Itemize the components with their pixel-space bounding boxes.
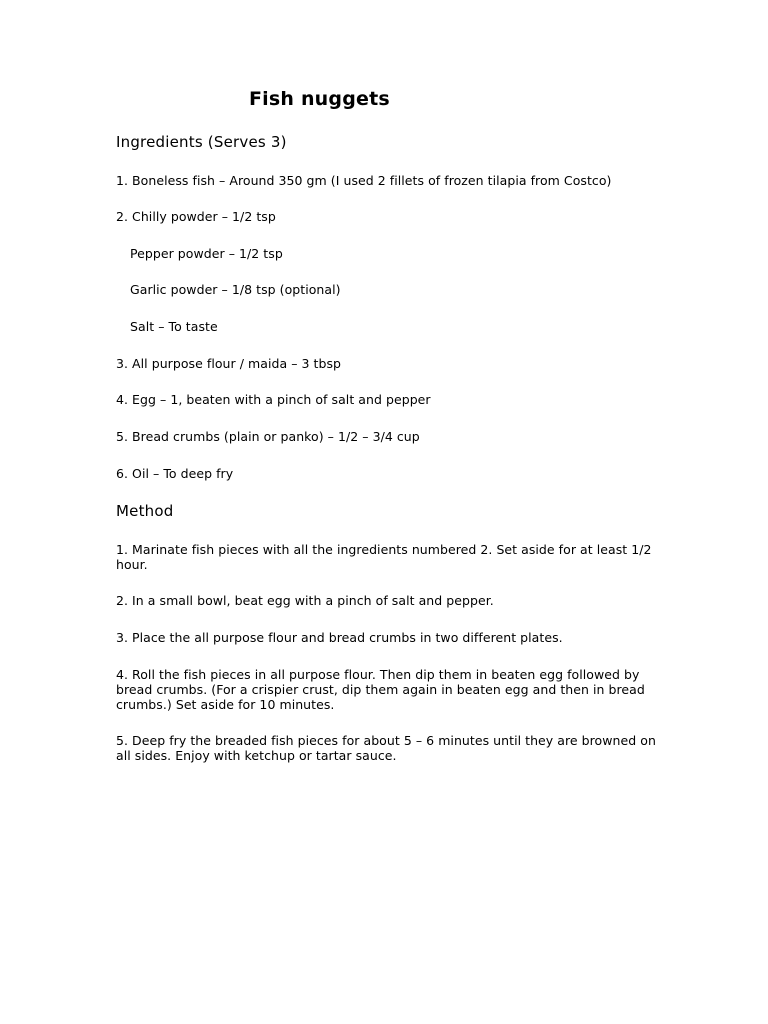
method-step: 1. Marinate fish pieces with all the ingredients numbered 2. Set aside for at least 1/2 hour. xyxy=(116,542,652,572)
ingredient-item: 3. All purpose flour / maida – 3 tbsp xyxy=(116,356,342,371)
ingredient-subitem: Salt – To taste xyxy=(130,319,218,334)
method-step: 3. Place the all purpose flour and bread crumbs in two different plates. xyxy=(116,630,563,645)
ingredient-item: 4. Egg – 1, beaten with a pinch of salt and pepper xyxy=(116,392,431,407)
ingredient-item: 1. Boneless fish – Around 350 gm (I used 2 fillets of frozen tilapia from Costco) xyxy=(116,173,612,188)
method-step: 4. Roll the fish pieces in all purpose flour. Then dip them in beaten egg followed by bread crumbs. (For a crispier crust, dip them again in beaten egg and then in bread crumbs.) Set aside for 10 minutes. xyxy=(116,667,645,712)
method-step: 5. Deep fry the breaded fish pieces for about 5 – 6 minutes until they are browned on all sides. Enjoy with ketchup or tartar sauce. xyxy=(116,733,656,763)
document-title: Fish nuggets xyxy=(249,88,390,110)
ingredient-item: 2. Chilly powder – 1/2 tsp xyxy=(116,209,276,224)
ingredient-subitem: Garlic powder – 1/8 tsp (optional) xyxy=(130,282,341,297)
ingredient-item: 6. Oil – To deep fry xyxy=(116,466,234,481)
ingredient-item: 5. Bread crumbs (plain or panko) – 1/2 – 3/4 cup xyxy=(116,429,420,444)
ingredient-subitem: Pepper powder – 1/2 tsp xyxy=(130,246,283,261)
method-step: 2. In a small bowl, beat egg with a pinch of salt and pepper. xyxy=(116,593,494,608)
ingredients-heading: Ingredients (Serves 3) xyxy=(116,133,287,151)
method-heading: Method xyxy=(116,502,174,520)
